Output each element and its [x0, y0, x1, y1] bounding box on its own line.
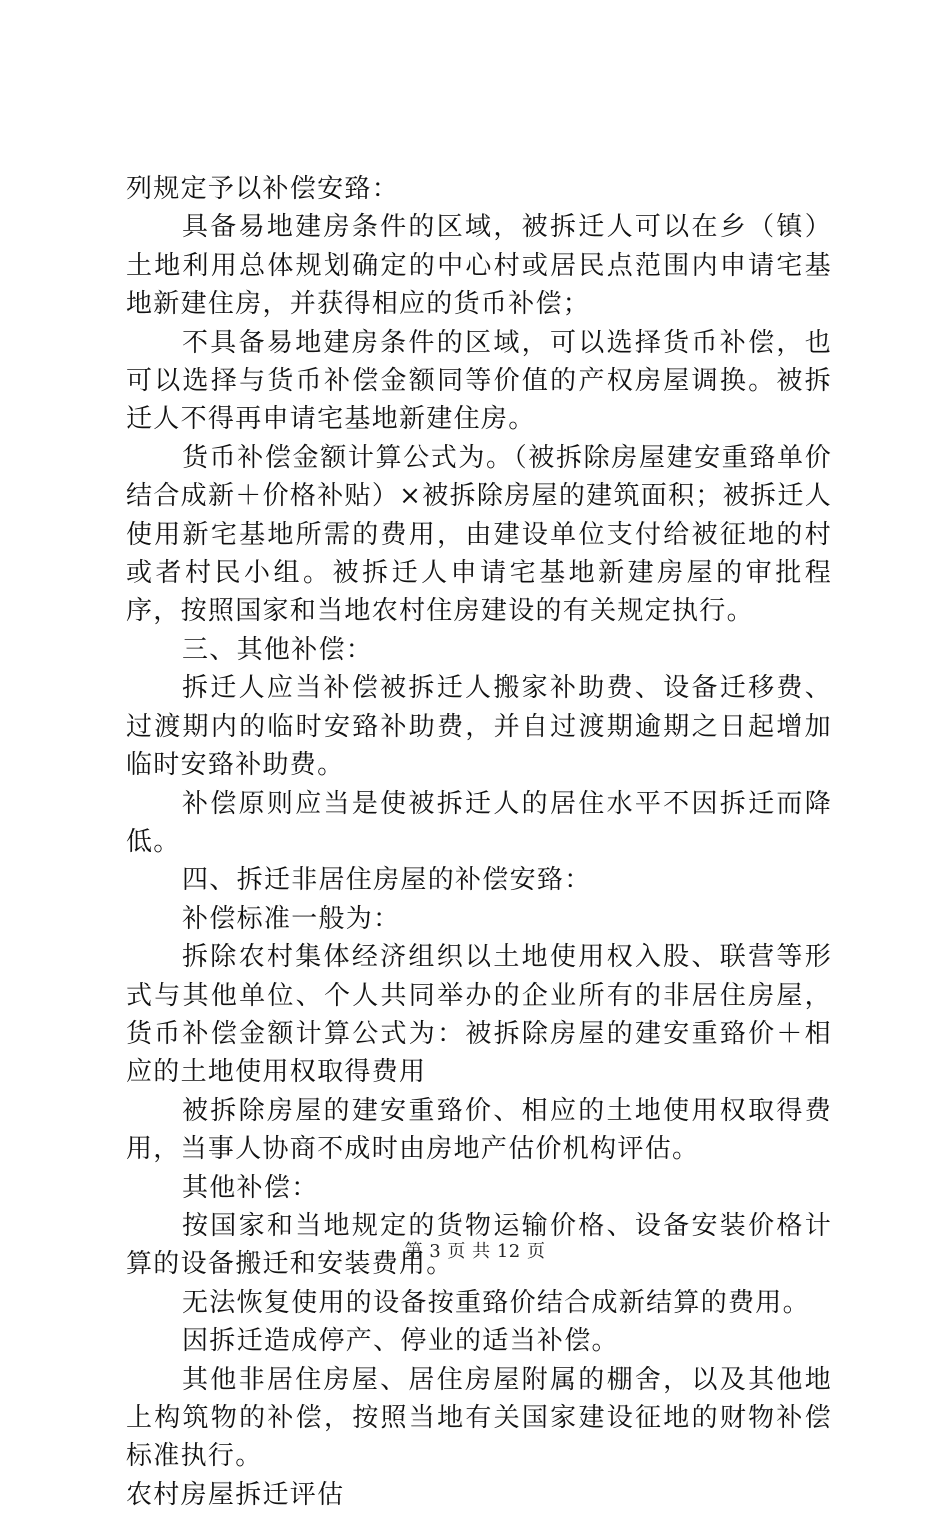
section-heading: 四、拆迁非居住房屋的补偿安臵： [182, 865, 592, 896]
paragraph: 因拆迁造成停产、停业的适当补偿。 [182, 1326, 619, 1357]
page-number-footer: 第 3 页 共 12 页 [404, 1241, 546, 1262]
paragraph: 其他非居住房屋、居住房屋附属的棚舍，以及其他地上构筑物的补偿，按照当地有关国家建设征地的财物补偿标准执行。 [126, 1364, 832, 1472]
paragraph: 拆除农村集体经济组织以土地使用权入股、联营等形式与其他单位、个人共同举办的企业所有的非居住房屋，货币补偿金额计算公式为：被拆除房屋的建安重臵价＋相应的土地使用权取得费用 [126, 942, 832, 1088]
paragraph: 补偿标准一般为： [182, 903, 401, 934]
paragraph: 具备易地建房条件的区域，被拆迁人可以在乡（镇）土地利用总体规划确定的中心村或居民点范围内申请宅基地新建住房，并获得相应的货币补偿； [126, 212, 832, 320]
paragraph: 被拆除房屋的建安重臵价、相应的土地使用权取得费用，当事人协商不成时由房地产估价机构评估。 [126, 1095, 832, 1165]
paragraph: 其他补偿： [182, 1172, 319, 1203]
paragraph: 货币补偿金额计算公式为。（被拆除房屋建安重臵单价结合成新＋价格补贴）×被拆除房屋的建筑面积；被拆迁人使用新宅基地所需的费用，由建设单位支付给被征地的村或者村民小组。被拆迁人申请宅基地新建房屋的审批程序，按照国家和当地农村住房建设的有关规定执行。 [126, 442, 832, 627]
document-body [126, 170, 832, 1514]
paragraph: 农村房屋拆迁评估 [126, 1479, 345, 1510]
paragraph: 拆迁人应当补偿被拆迁人搬家补助费、设备迁移费、过渡期内的临时安臵补助费，并自过渡期逾期之日起增加临时安臵补助费。 [126, 673, 832, 781]
paragraph: 无法恢复使用的设备按重臵价结合成新结算的费用。 [182, 1287, 810, 1318]
paragraph: 补偿原则应当是使被拆迁人的居住水平不因拆迁而降低。 [126, 788, 832, 857]
paragraph: 不具备易地建房条件的区域，可以选择货币补偿，也可以选择与货币补偿金额同等价值的产权房屋调换。被拆迁人不得再申请宅基地新建住房。 [126, 327, 832, 435]
section-heading: 三、其他补偿： [182, 634, 374, 665]
paragraph: 按国家和当地规定的货物运输价格、设备安装价格计算的设备搬迁和安装费用。 [126, 1210, 832, 1280]
paragraph: 列规定予以补偿安臵： [126, 174, 400, 204]
